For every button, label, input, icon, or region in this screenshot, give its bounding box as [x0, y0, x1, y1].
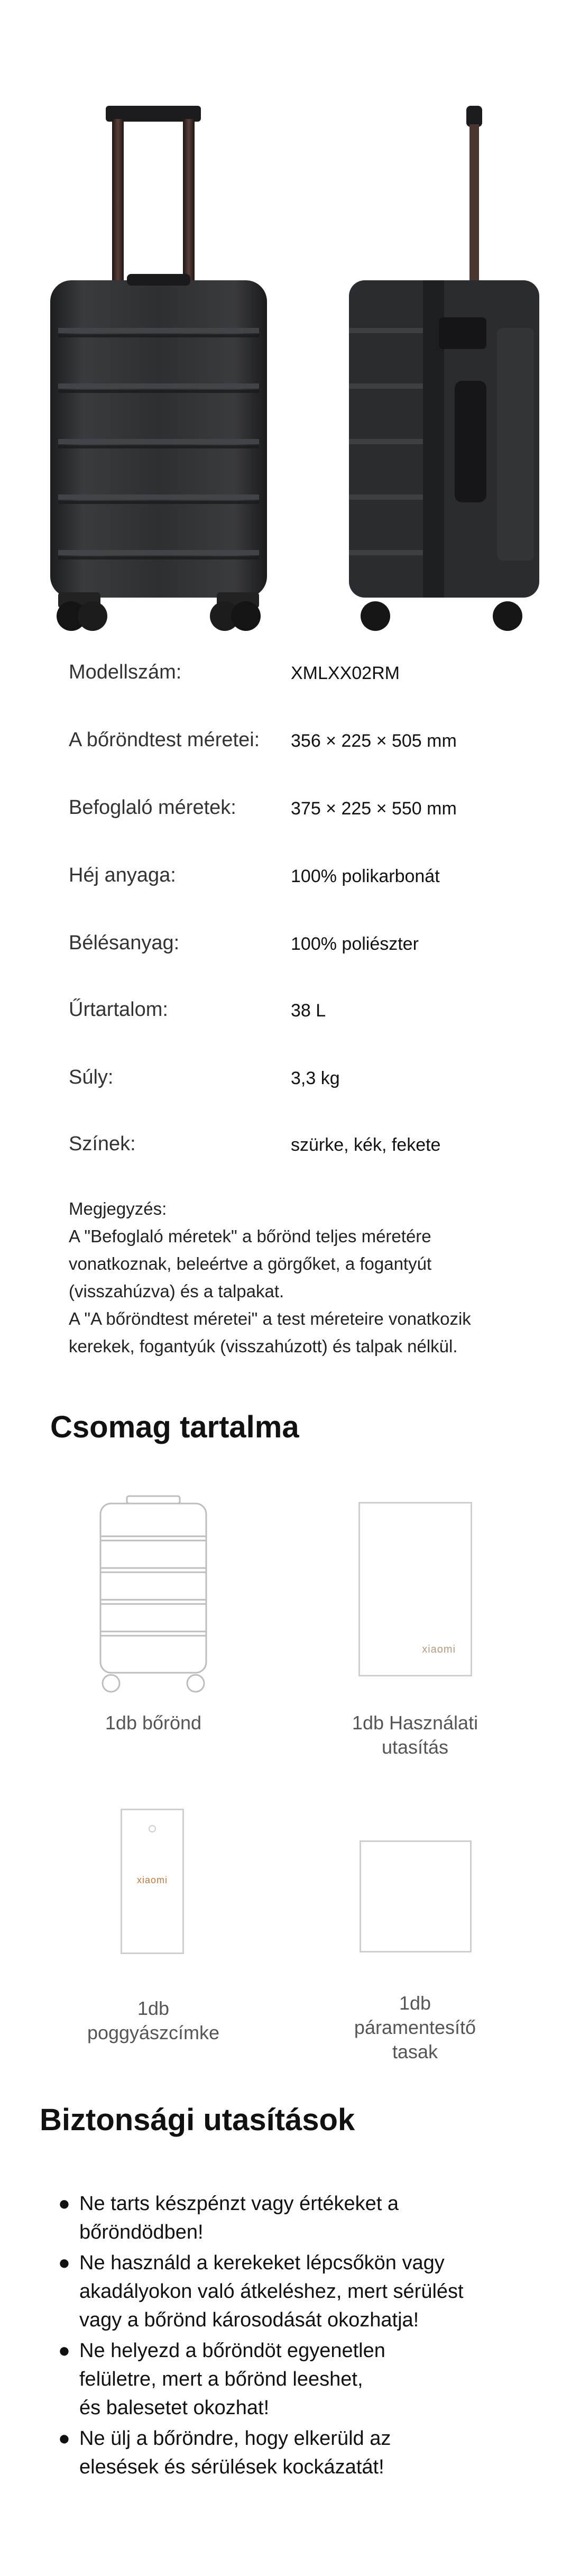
spec-label: Befoglaló méretek:: [69, 796, 236, 819]
package-item-caption: [63, 1711, 243, 1735]
manual-booklet-icon: [358, 1502, 472, 1676]
note-heading: Megjegyzés:: [69, 1199, 167, 1218]
spec-value: szürke, kék, fekete: [291, 1135, 441, 1155]
list-item: [58, 2336, 523, 2422]
safety-line: Ne tarts készpénzt vagy értékeket a: [79, 2193, 399, 2215]
spec-row: [69, 864, 523, 896]
safety-list: [58, 2189, 523, 2483]
spec-label: Színek:: [69, 1133, 136, 1155]
spec-label: A bőröndtest méretei:: [69, 729, 260, 751]
safety-instructions-title: Biztonsági utasítások: [40, 2103, 355, 2137]
spec-row: [69, 661, 523, 693]
safety-line: és balesetet okozhat!: [79, 2397, 270, 2419]
list-item: [58, 2189, 523, 2247]
note-line: (visszahúzva) és a talpakat.: [69, 1281, 284, 1301]
bullet-icon: ●: [58, 2427, 70, 2450]
note-line: kerekek, fogantyúk (visszahúzott) és talpak nélkül.: [69, 1336, 458, 1356]
spec-label: Bélésanyag:: [69, 932, 180, 954]
suitcase-front-view-image: [21, 95, 296, 635]
note-line: A "Befoglaló méretek" a bőrönd teljes méretére: [69, 1226, 431, 1246]
safety-line: bőröndödben!: [79, 2221, 204, 2243]
suitcase-side-view-image: [328, 95, 550, 635]
spec-row: [69, 998, 523, 1030]
safety-line: elesések és sérülések kockázatát!: [79, 2456, 384, 2478]
spec-label: Héj anyaga:: [69, 864, 176, 886]
spec-row: [69, 1133, 523, 1165]
caption-line: 1db: [137, 1997, 170, 2019]
bullet-icon: ●: [58, 2252, 70, 2274]
bullet-icon: ●: [58, 2340, 70, 2362]
caption-line: 1db Használati: [352, 1712, 478, 1734]
manual-brand-print: xiaomi: [422, 1644, 456, 1655]
package-item-caption: [325, 1991, 505, 2064]
tag-brand-print: xiaomi: [136, 1875, 168, 1885]
list-item: [58, 2424, 523, 2481]
spec-value: XMLXX02RM: [291, 663, 400, 683]
caption-line: 1db bőrönd: [105, 1712, 202, 1734]
spec-label: Súly:: [69, 1066, 114, 1088]
caption-line: 1db: [399, 1992, 431, 2014]
spec-value: 100% polikarbonát: [291, 866, 440, 886]
safety-line: felületre, mert a bőrönd leeshet,: [79, 2368, 363, 2390]
desiccant-pouch-icon: [360, 1840, 472, 1952]
spec-value: 356 × 225 × 505 mm: [291, 731, 457, 751]
spec-row: [69, 932, 523, 964]
caption-line: poggyászcímke: [87, 2022, 220, 2043]
caption-line: tasak: [392, 2041, 438, 2062]
spec-label: Modellszám:: [69, 661, 182, 683]
package-item-caption: [325, 1711, 505, 1759]
bullet-icon: ●: [58, 2193, 70, 2215]
safety-line: Ne ülj a bőröndre, hogy elkerüld az: [79, 2427, 391, 2450]
suitcase-outline-icon: [90, 1494, 217, 1695]
caption-line: utasítás: [381, 1736, 449, 1758]
spec-row: [69, 1066, 523, 1098]
list-item: [58, 2249, 523, 2334]
caption-line: páramentesítő: [354, 2016, 476, 2038]
luggage-tag-icon: [121, 1809, 184, 1954]
spec-value: 375 × 225 × 550 mm: [291, 799, 457, 819]
package-contents-title: Csomag tartalma: [50, 1410, 299, 1444]
spec-row: [69, 796, 523, 828]
safety-line: Ne használd a kerekeket lépcsőkön vagy: [79, 2252, 445, 2274]
safety-line: akadályokon való átkeléshez, mert sérülést: [79, 2280, 464, 2303]
dimensions-note: [69, 1195, 529, 1360]
spec-label: Űrtartalom:: [69, 998, 168, 1021]
spec-row: [69, 729, 523, 760]
spec-value: 100% poliészter: [291, 934, 419, 954]
safety-line: Ne helyezd a bőröndöt egyenetlen: [79, 2340, 385, 2362]
tag-hole: [149, 1825, 156, 1832]
spec-value: 38 L: [291, 1001, 326, 1021]
package-item-caption: [63, 1996, 243, 2045]
spec-value: 3,3 kg: [291, 1068, 340, 1088]
note-line: A "A bőröndtest méretei" a test méreteire vonatkozik: [69, 1309, 471, 1328]
note-line: vonatkoznak, beleértve a görgőket, a fogantyút: [69, 1254, 432, 1273]
safety-line: vagy a bőrönd károsodását okozhatja!: [79, 2309, 419, 2331]
